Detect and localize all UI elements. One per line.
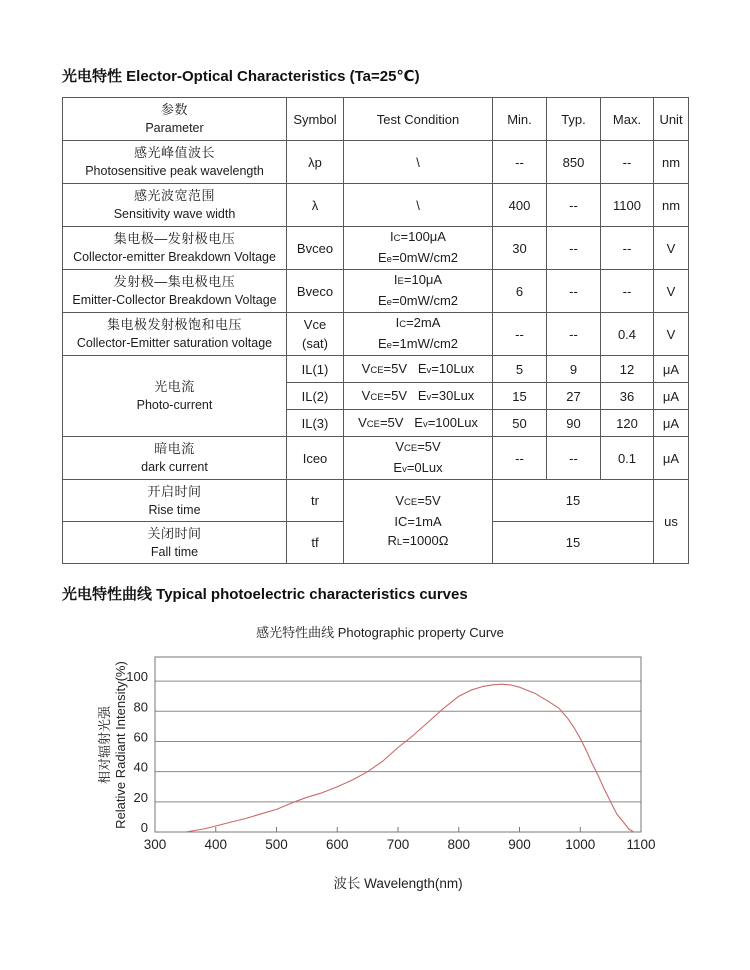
typ-cell: 9 xyxy=(547,356,601,383)
condition-cell: VCE=5V Ev=10Lux xyxy=(344,356,493,383)
param-cell-photo-current xyxy=(63,356,287,437)
symbol-cell: tr xyxy=(287,480,344,522)
param-cell xyxy=(63,184,287,227)
symbol-cell: IL(3) xyxy=(287,410,344,437)
max-cell: -- xyxy=(601,270,654,313)
x-tick-label: 800 xyxy=(447,837,471,852)
symbol-line: Vce xyxy=(303,317,327,332)
typ-cell: -- xyxy=(547,437,601,480)
min-cell: -- xyxy=(493,437,547,480)
photographic-property-curve-plot xyxy=(117,645,657,857)
header-parameter-en: Parameter xyxy=(145,121,204,135)
unit-cell: V xyxy=(654,313,689,356)
param-cell xyxy=(63,227,287,270)
param-zh: 开启时间 xyxy=(147,483,202,499)
param-zh: 感光峰值波长 xyxy=(133,145,215,160)
condition-line: IC=1mA xyxy=(394,514,442,529)
y-axis-label-en: Relative Radiant Intensity(%) xyxy=(113,661,128,829)
condition-line: Ee=0mW/cm2 xyxy=(377,293,459,308)
max-cell: -- xyxy=(601,227,654,270)
y-tick-label: 40 xyxy=(133,759,148,775)
param-zh: 发射极—集电极电压 xyxy=(113,274,236,289)
param-cell xyxy=(63,141,287,184)
condition-cell: VCE=5V Ev=100Lux xyxy=(344,410,493,437)
unit-cell: μA xyxy=(654,383,689,410)
min-cell: -- xyxy=(493,313,547,356)
x-tick-label: 500 xyxy=(265,837,288,852)
typ-cell: 850 xyxy=(547,141,601,184)
param-en: Photosensitive peak wavelength xyxy=(85,164,264,178)
header-max: Max. xyxy=(601,98,654,141)
condition-cell xyxy=(344,227,493,270)
max-cell: 12 xyxy=(601,356,654,383)
y-tick-label: 80 xyxy=(133,699,148,715)
param-cell xyxy=(63,522,287,564)
symbol-cell: λp xyxy=(287,141,344,184)
param-cell xyxy=(63,270,287,313)
condition-cell: \ xyxy=(344,184,493,227)
header-parameter xyxy=(63,98,287,141)
intensity-curve xyxy=(185,684,633,832)
symbol-cell: λ xyxy=(287,184,344,227)
condition-cell xyxy=(344,270,493,313)
symbol-cell: Iceo xyxy=(287,437,344,480)
symbol-cell xyxy=(287,313,344,356)
param-zh: 光电流 xyxy=(154,379,195,394)
condition-cell-switching xyxy=(344,480,493,564)
unit-cell: μA xyxy=(654,356,689,383)
header-unit: Unit xyxy=(654,98,689,141)
symbol-cell: Bvceo xyxy=(287,227,344,270)
typ-cell: 27 xyxy=(547,383,601,410)
unit-cell: μA xyxy=(654,410,689,437)
param-cell xyxy=(63,313,287,356)
header-min: Min. xyxy=(493,98,547,141)
unit-cell: μA xyxy=(654,437,689,480)
table-header-row xyxy=(63,98,689,141)
min-cell: 400 xyxy=(493,184,547,227)
min-cell: 5 xyxy=(493,356,547,383)
y-tick-label: 100 xyxy=(126,669,148,685)
section-title-characteristics: 光电特性 Elector-Optical Characteristics (Ta=25℃) xyxy=(62,68,420,85)
x-tick-label: 1000 xyxy=(565,837,596,852)
unit-cell: nm xyxy=(654,141,689,184)
condition-line: Ev=0Lux xyxy=(393,460,443,475)
y-axis-label-zh: 相对辐射光强 xyxy=(97,705,112,785)
max-cell: 120 xyxy=(601,410,654,437)
typ-cell: -- xyxy=(547,184,601,227)
symbol-cell: Bveco xyxy=(287,270,344,313)
condition-line: Ee=0mW/cm2 xyxy=(377,250,459,265)
param-zh: 集电极—发射极电压 xyxy=(113,231,236,246)
param-en: dark current xyxy=(141,460,208,474)
row-wave-width xyxy=(63,184,689,227)
typ-cell: 90 xyxy=(547,410,601,437)
param-zh: 感光波宽范围 xyxy=(133,188,215,203)
row-rise-time xyxy=(63,480,689,522)
header-symbol: Symbol xyxy=(287,98,344,141)
characteristics-table xyxy=(62,97,689,564)
param-en: Sensitivity wave width xyxy=(113,207,236,221)
unit-cell: V xyxy=(654,227,689,270)
plot-border xyxy=(155,657,641,832)
row-bvceo xyxy=(63,227,689,270)
section-title-curves: 光电特性曲线 Typical photoelectric characteristics curves xyxy=(62,586,468,603)
min-cell: -- xyxy=(493,141,547,184)
min-cell: 15 xyxy=(493,383,547,410)
condition-line: VCE=5V xyxy=(395,439,441,454)
max-cell: 36 xyxy=(601,383,654,410)
header-typ: Typ. xyxy=(547,98,601,141)
param-cell xyxy=(63,480,287,522)
symbol-cell: IL(1) xyxy=(287,356,344,383)
param-en: Photo-current xyxy=(136,398,213,412)
min-cell: 50 xyxy=(493,410,547,437)
condition-cell xyxy=(344,437,493,480)
row-bveco xyxy=(63,270,689,313)
row-vce-sat xyxy=(63,313,689,356)
x-tick-label: 600 xyxy=(325,837,349,852)
param-zh: 关闭时间 xyxy=(147,525,202,541)
param-zh: 集电极发射极饱和电压 xyxy=(106,317,242,332)
param-en: Fall time xyxy=(150,544,199,559)
condition-cell: \ xyxy=(344,141,493,184)
symbol-cell: tf xyxy=(287,522,344,564)
y-tick-label: 60 xyxy=(133,729,148,745)
param-en: Rise time xyxy=(148,502,201,517)
chart-title: 感光特性曲线 Photographic property Curve xyxy=(256,625,504,640)
x-tick-label: 1100 xyxy=(626,837,656,852)
header-parameter-zh: 参数 xyxy=(160,102,188,117)
param-en: Collector-emitter Breakdown Voltage xyxy=(73,250,276,264)
y-tick-label: 20 xyxy=(133,789,148,805)
condition-cell xyxy=(344,313,493,356)
param-zh: 暗电流 xyxy=(154,441,195,456)
row-dark-current xyxy=(63,437,689,480)
value-cell: 15 xyxy=(493,480,654,522)
condition-line: IC=2mA xyxy=(395,315,441,330)
symbol-line: (sat) xyxy=(302,336,328,351)
typ-cell: -- xyxy=(547,313,601,356)
x-axis-label: 波长 Wavelength(nm) xyxy=(333,876,463,891)
condition-line: IE=10μA xyxy=(393,272,443,287)
condition-line: IC=100μA xyxy=(390,229,446,244)
x-tick-label: 300 xyxy=(143,837,167,852)
condition-line: Ee=1mW/cm2 xyxy=(377,336,459,351)
symbol-cell: IL(2) xyxy=(287,383,344,410)
typ-cell: -- xyxy=(547,227,601,270)
condition-cell: VCE=5V Ev=30Lux xyxy=(344,383,493,410)
x-tick-label: 700 xyxy=(386,837,410,852)
row-photo-current-il1 xyxy=(63,356,689,383)
param-en: Emitter-Collector Breakdown Voltage xyxy=(72,293,277,307)
value-cell: 15 xyxy=(493,522,654,564)
y-tick-label: 0 xyxy=(140,820,148,835)
unit-cell: nm xyxy=(654,184,689,227)
x-tick-label: 900 xyxy=(508,837,531,852)
unit-cell: V xyxy=(654,270,689,313)
condition-line: VCE=5V xyxy=(395,493,441,508)
param-cell xyxy=(63,437,287,480)
param-en: Collector-Emitter saturation voltage xyxy=(76,336,273,350)
max-cell: -- xyxy=(601,141,654,184)
header-condition: Test Condition xyxy=(344,98,493,141)
max-cell: 0.1 xyxy=(601,437,654,480)
min-cell: 30 xyxy=(493,227,547,270)
max-cell: 1100 xyxy=(601,184,654,227)
row-peak-wavelength xyxy=(63,141,689,184)
x-tick-label: 400 xyxy=(204,837,228,852)
min-cell: 6 xyxy=(493,270,547,313)
unit-cell-switching: us xyxy=(654,480,689,564)
typ-cell: -- xyxy=(547,270,601,313)
max-cell: 0.4 xyxy=(601,313,654,356)
condition-line: RL=1000Ω xyxy=(387,533,449,548)
